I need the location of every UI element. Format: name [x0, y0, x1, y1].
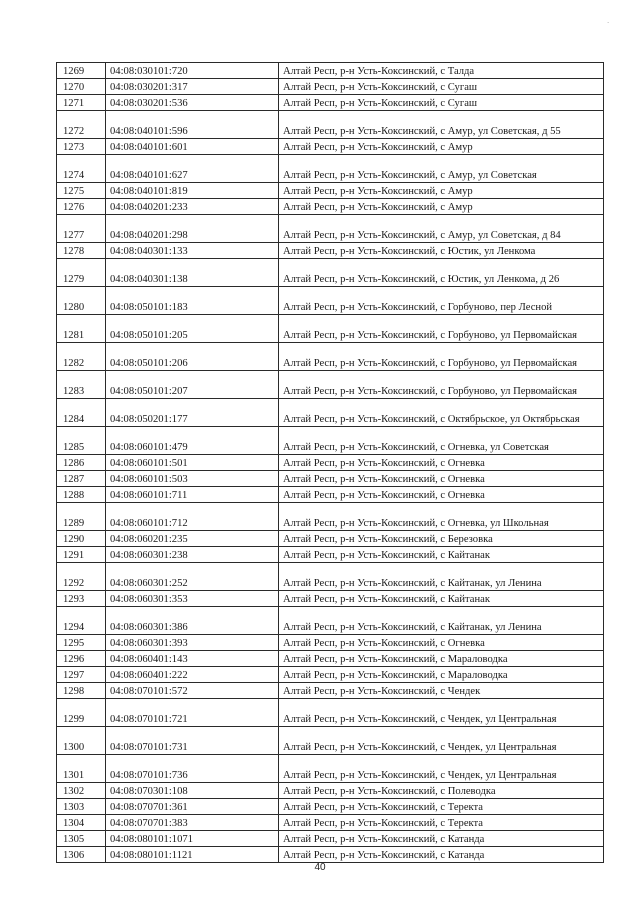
table-row: [57, 111, 604, 139]
address-cell: Алтай Респ, р-н Усть-Коксинский, с Чендек, ул Центральная: [279, 727, 604, 755]
address-cell: Алтай Респ, р-н Усть-Коксинский, с Мараловодка: [279, 667, 604, 683]
address-cell: Алтай Респ, р-н Усть-Коксинский, с Амур, ул Советская: [279, 155, 604, 183]
address-cell: Алтай Респ, р-н Усть-Коксинский, с Талда: [279, 63, 604, 79]
cadastral-number: 04:08:050101:207: [106, 371, 279, 399]
table-row: [57, 563, 604, 591]
row-number: 1279: [57, 259, 106, 287]
address-cell: Алтай Респ, р-н Усть-Коксинский, с Огневка, ул Советская: [279, 427, 604, 455]
cadastral-number: 04:08:060301:252: [106, 563, 279, 591]
table-row: [57, 799, 604, 815]
row-number: 1300: [57, 727, 106, 755]
cadastral-number: 04:08:080101:1121: [106, 847, 279, 863]
table-row: [57, 487, 604, 503]
row-number: 1286: [57, 455, 106, 471]
cadastral-number: 04:08:050201:177: [106, 399, 279, 427]
cadastral-number: 04:08:060401:143: [106, 651, 279, 667]
address-cell: Алтай Респ, р-н Усть-Коксинский, с Амур, ул Советская, д 84: [279, 215, 604, 243]
row-number: 1289: [57, 503, 106, 531]
address-cell: Алтай Респ, р-н Усть-Коксинский, с Горбуново, пер Лесной: [279, 287, 604, 315]
address-cell: Алтай Респ, р-н Усть-Коксинский, с Огневка, ул Школьная: [279, 503, 604, 531]
row-number: 1291: [57, 547, 106, 563]
cadastral-number: 04:08:070701:361: [106, 799, 279, 815]
address-cell: Алтай Респ, р-н Усть-Коксинский, с Амур: [279, 139, 604, 155]
cadastral-number: 04:08:070101:572: [106, 683, 279, 699]
cadastral-number: 04:08:060101:503: [106, 471, 279, 487]
cadastral-table: [56, 62, 604, 863]
table-row: [57, 635, 604, 651]
table-row: [57, 259, 604, 287]
table-row: [57, 607, 604, 635]
address-cell: Алтай Респ, р-н Усть-Коксинский, с Огневка: [279, 471, 604, 487]
row-number: 1283: [57, 371, 106, 399]
address-cell: Алтай Респ, р-н Усть-Коксинский, с Кайтанак, ул Ленина: [279, 607, 604, 635]
cadastral-number: 04:08:060101:711: [106, 487, 279, 503]
row-number: 1295: [57, 635, 106, 651]
table-row: [57, 287, 604, 315]
table-row: [57, 399, 604, 427]
row-number: 1273: [57, 139, 106, 155]
cadastral-number: 04:08:060401:222: [106, 667, 279, 683]
address-cell: Алтай Респ, р-н Усть-Коксинский, с Катанда: [279, 847, 604, 863]
table-row: [57, 531, 604, 547]
cadastral-number: 04:08:040301:133: [106, 243, 279, 259]
table-row: [57, 651, 604, 667]
cadastral-number: 04:08:040101:819: [106, 183, 279, 199]
row-number: 1280: [57, 287, 106, 315]
table-row: [57, 63, 604, 79]
cadastral-number: 04:08:060101:479: [106, 427, 279, 455]
address-cell: Алтай Респ, р-н Усть-Коксинский, с Чендек, ул Центральная: [279, 699, 604, 727]
cadastral-number: 04:08:040101:627: [106, 155, 279, 183]
row-number: 1304: [57, 815, 106, 831]
address-cell: Алтай Респ, р-н Усть-Коксинский, с Огневка: [279, 487, 604, 503]
row-number: 1293: [57, 591, 106, 607]
table-row: [57, 699, 604, 727]
scan-mark: ·: [607, 19, 610, 27]
table-row: [57, 315, 604, 343]
cadastral-number: 04:08:050101:183: [106, 287, 279, 315]
table-row: [57, 427, 604, 455]
row-number: 1270: [57, 79, 106, 95]
row-number: 1290: [57, 531, 106, 547]
address-cell: Алтай Респ, р-н Усть-Коксинский, с Кайтанак: [279, 547, 604, 563]
address-cell: Алтай Респ, р-н Усть-Коксинский, с Горбуново, ул Первомайская: [279, 371, 604, 399]
cadastral-number: 04:08:060301:393: [106, 635, 279, 651]
cadastral-number: 04:08:060301:386: [106, 607, 279, 635]
cadastral-number: 04:08:040301:138: [106, 259, 279, 287]
table-row: [57, 199, 604, 215]
cadastral-number: 04:08:060301:238: [106, 547, 279, 563]
cadastral-number: 04:08:040101:601: [106, 139, 279, 155]
address-cell: Алтай Респ, р-н Усть-Коксинский, с Чендек, ул Центральная: [279, 755, 604, 783]
address-cell: Алтай Респ, р-н Усть-Коксинский, с Огневка: [279, 455, 604, 471]
cadastral-number: 04:08:070101:731: [106, 727, 279, 755]
cadastral-number: 04:08:050101:205: [106, 315, 279, 343]
cadastral-number: 04:08:040201:233: [106, 199, 279, 215]
row-number: 1302: [57, 783, 106, 799]
row-number: 1276: [57, 199, 106, 215]
table-row: [57, 471, 604, 487]
row-number: 1296: [57, 651, 106, 667]
address-cell: Алтай Респ, р-н Усть-Коксинский, с Юстик, ул Ленкома: [279, 243, 604, 259]
table-row: [57, 79, 604, 95]
table-row: [57, 95, 604, 111]
row-number: 1272: [57, 111, 106, 139]
address-cell: Алтай Респ, р-н Усть-Коксинский, с Октябрьское, ул Октябрьская: [279, 399, 604, 427]
row-number: 1306: [57, 847, 106, 863]
table-row: [57, 503, 604, 531]
cadastral-number: 04:08:030201:317: [106, 79, 279, 95]
address-cell: Алтай Респ, р-н Усть-Коксинский, с Кайтанак: [279, 591, 604, 607]
address-cell: Алтай Респ, р-н Усть-Коксинский, с Чендек: [279, 683, 604, 699]
address-cell: Алтай Респ, р-н Усть-Коксинский, с Сугаш: [279, 95, 604, 111]
address-cell: Алтай Респ, р-н Усть-Коксинский, с Амур: [279, 199, 604, 215]
address-cell: Алтай Респ, р-н Усть-Коксинский, с Горбуново, ул Первомайская: [279, 315, 604, 343]
row-number: 1303: [57, 799, 106, 815]
row-number: 1275: [57, 183, 106, 199]
cadastral-number: 04:08:030201:536: [106, 95, 279, 111]
address-cell: Алтай Респ, р-н Усть-Коксинский, с Теректа: [279, 799, 604, 815]
cadastral-number: 04:08:060101:501: [106, 455, 279, 471]
address-cell: Алтай Респ, р-н Усть-Коксинский, с Огневка: [279, 635, 604, 651]
row-number: 1287: [57, 471, 106, 487]
cadastral-number: 04:08:040101:596: [106, 111, 279, 139]
row-number: 1278: [57, 243, 106, 259]
table-row: [57, 343, 604, 371]
table-body: [57, 63, 604, 863]
address-cell: Алтай Респ, р-н Усть-Коксинский, с Амур, ул Советская, д 55: [279, 111, 604, 139]
cadastral-number: 04:08:040201:298: [106, 215, 279, 243]
row-number: 1284: [57, 399, 106, 427]
cadastral-number: 04:08:030101:720: [106, 63, 279, 79]
cadastral-number: 04:08:060101:712: [106, 503, 279, 531]
address-cell: Алтай Респ, р-н Усть-Коксинский, с Мараловодка: [279, 651, 604, 667]
row-number: 1269: [57, 63, 106, 79]
row-number: 1281: [57, 315, 106, 343]
row-number: 1285: [57, 427, 106, 455]
row-number: 1288: [57, 487, 106, 503]
table-row: [57, 591, 604, 607]
address-cell: Алтай Респ, р-н Усть-Коксинский, с Катанда: [279, 831, 604, 847]
table-row: [57, 183, 604, 199]
row-number: 1298: [57, 683, 106, 699]
row-number: 1294: [57, 607, 106, 635]
table-row: [57, 455, 604, 471]
address-cell: Алтай Респ, р-н Усть-Коксинский, с Горбуново, ул Первомайская: [279, 343, 604, 371]
address-cell: Алтай Респ, р-н Усть-Коксинский, с Юстик, ул Ленкома, д 26: [279, 259, 604, 287]
row-number: 1274: [57, 155, 106, 183]
cadastral-number: 04:08:070301:108: [106, 783, 279, 799]
table-row: [57, 783, 604, 799]
table-row: [57, 755, 604, 783]
table-row: [57, 683, 604, 699]
table-row: [57, 243, 604, 259]
table-row: [57, 139, 604, 155]
table-row: [57, 847, 604, 863]
address-cell: Алтай Респ, р-н Усть-Коксинский, с Теректа: [279, 815, 604, 831]
table-row: [57, 547, 604, 563]
row-number: 1271: [57, 95, 106, 111]
cadastral-number: 04:08:080101:1071: [106, 831, 279, 847]
cadastral-number: 04:08:060201:235: [106, 531, 279, 547]
row-number: 1297: [57, 667, 106, 683]
row-number: 1277: [57, 215, 106, 243]
row-number: 1299: [57, 699, 106, 727]
address-cell: Алтай Респ, р-н Усть-Коксинский, с Сугаш: [279, 79, 604, 95]
row-number: 1282: [57, 343, 106, 371]
table-row: [57, 215, 604, 243]
address-cell: Алтай Респ, р-н Усть-Коксинский, с Полеводка: [279, 783, 604, 799]
cadastral-number: 04:08:070101:736: [106, 755, 279, 783]
cadastral-number: 04:08:070101:721: [106, 699, 279, 727]
row-number: 1305: [57, 831, 106, 847]
cadastral-number: 04:08:060301:353: [106, 591, 279, 607]
table-row: [57, 667, 604, 683]
cadastral-number: 04:08:070701:383: [106, 815, 279, 831]
table-row: [57, 815, 604, 831]
table-row: [57, 371, 604, 399]
table-row: [57, 831, 604, 847]
address-cell: Алтай Респ, р-н Усть-Коксинский, с Кайтанак, ул Ленина: [279, 563, 604, 591]
table-row: [57, 727, 604, 755]
address-cell: Алтай Респ, р-н Усть-Коксинский, с Амур: [279, 183, 604, 199]
address-cell: Алтай Респ, р-н Усть-Коксинский, с Березовка: [279, 531, 604, 547]
row-number: 1292: [57, 563, 106, 591]
page-number: 40: [314, 862, 326, 873]
row-number: 1301: [57, 755, 106, 783]
cadastral-number: 04:08:050101:206: [106, 343, 279, 371]
table-row: [57, 155, 604, 183]
